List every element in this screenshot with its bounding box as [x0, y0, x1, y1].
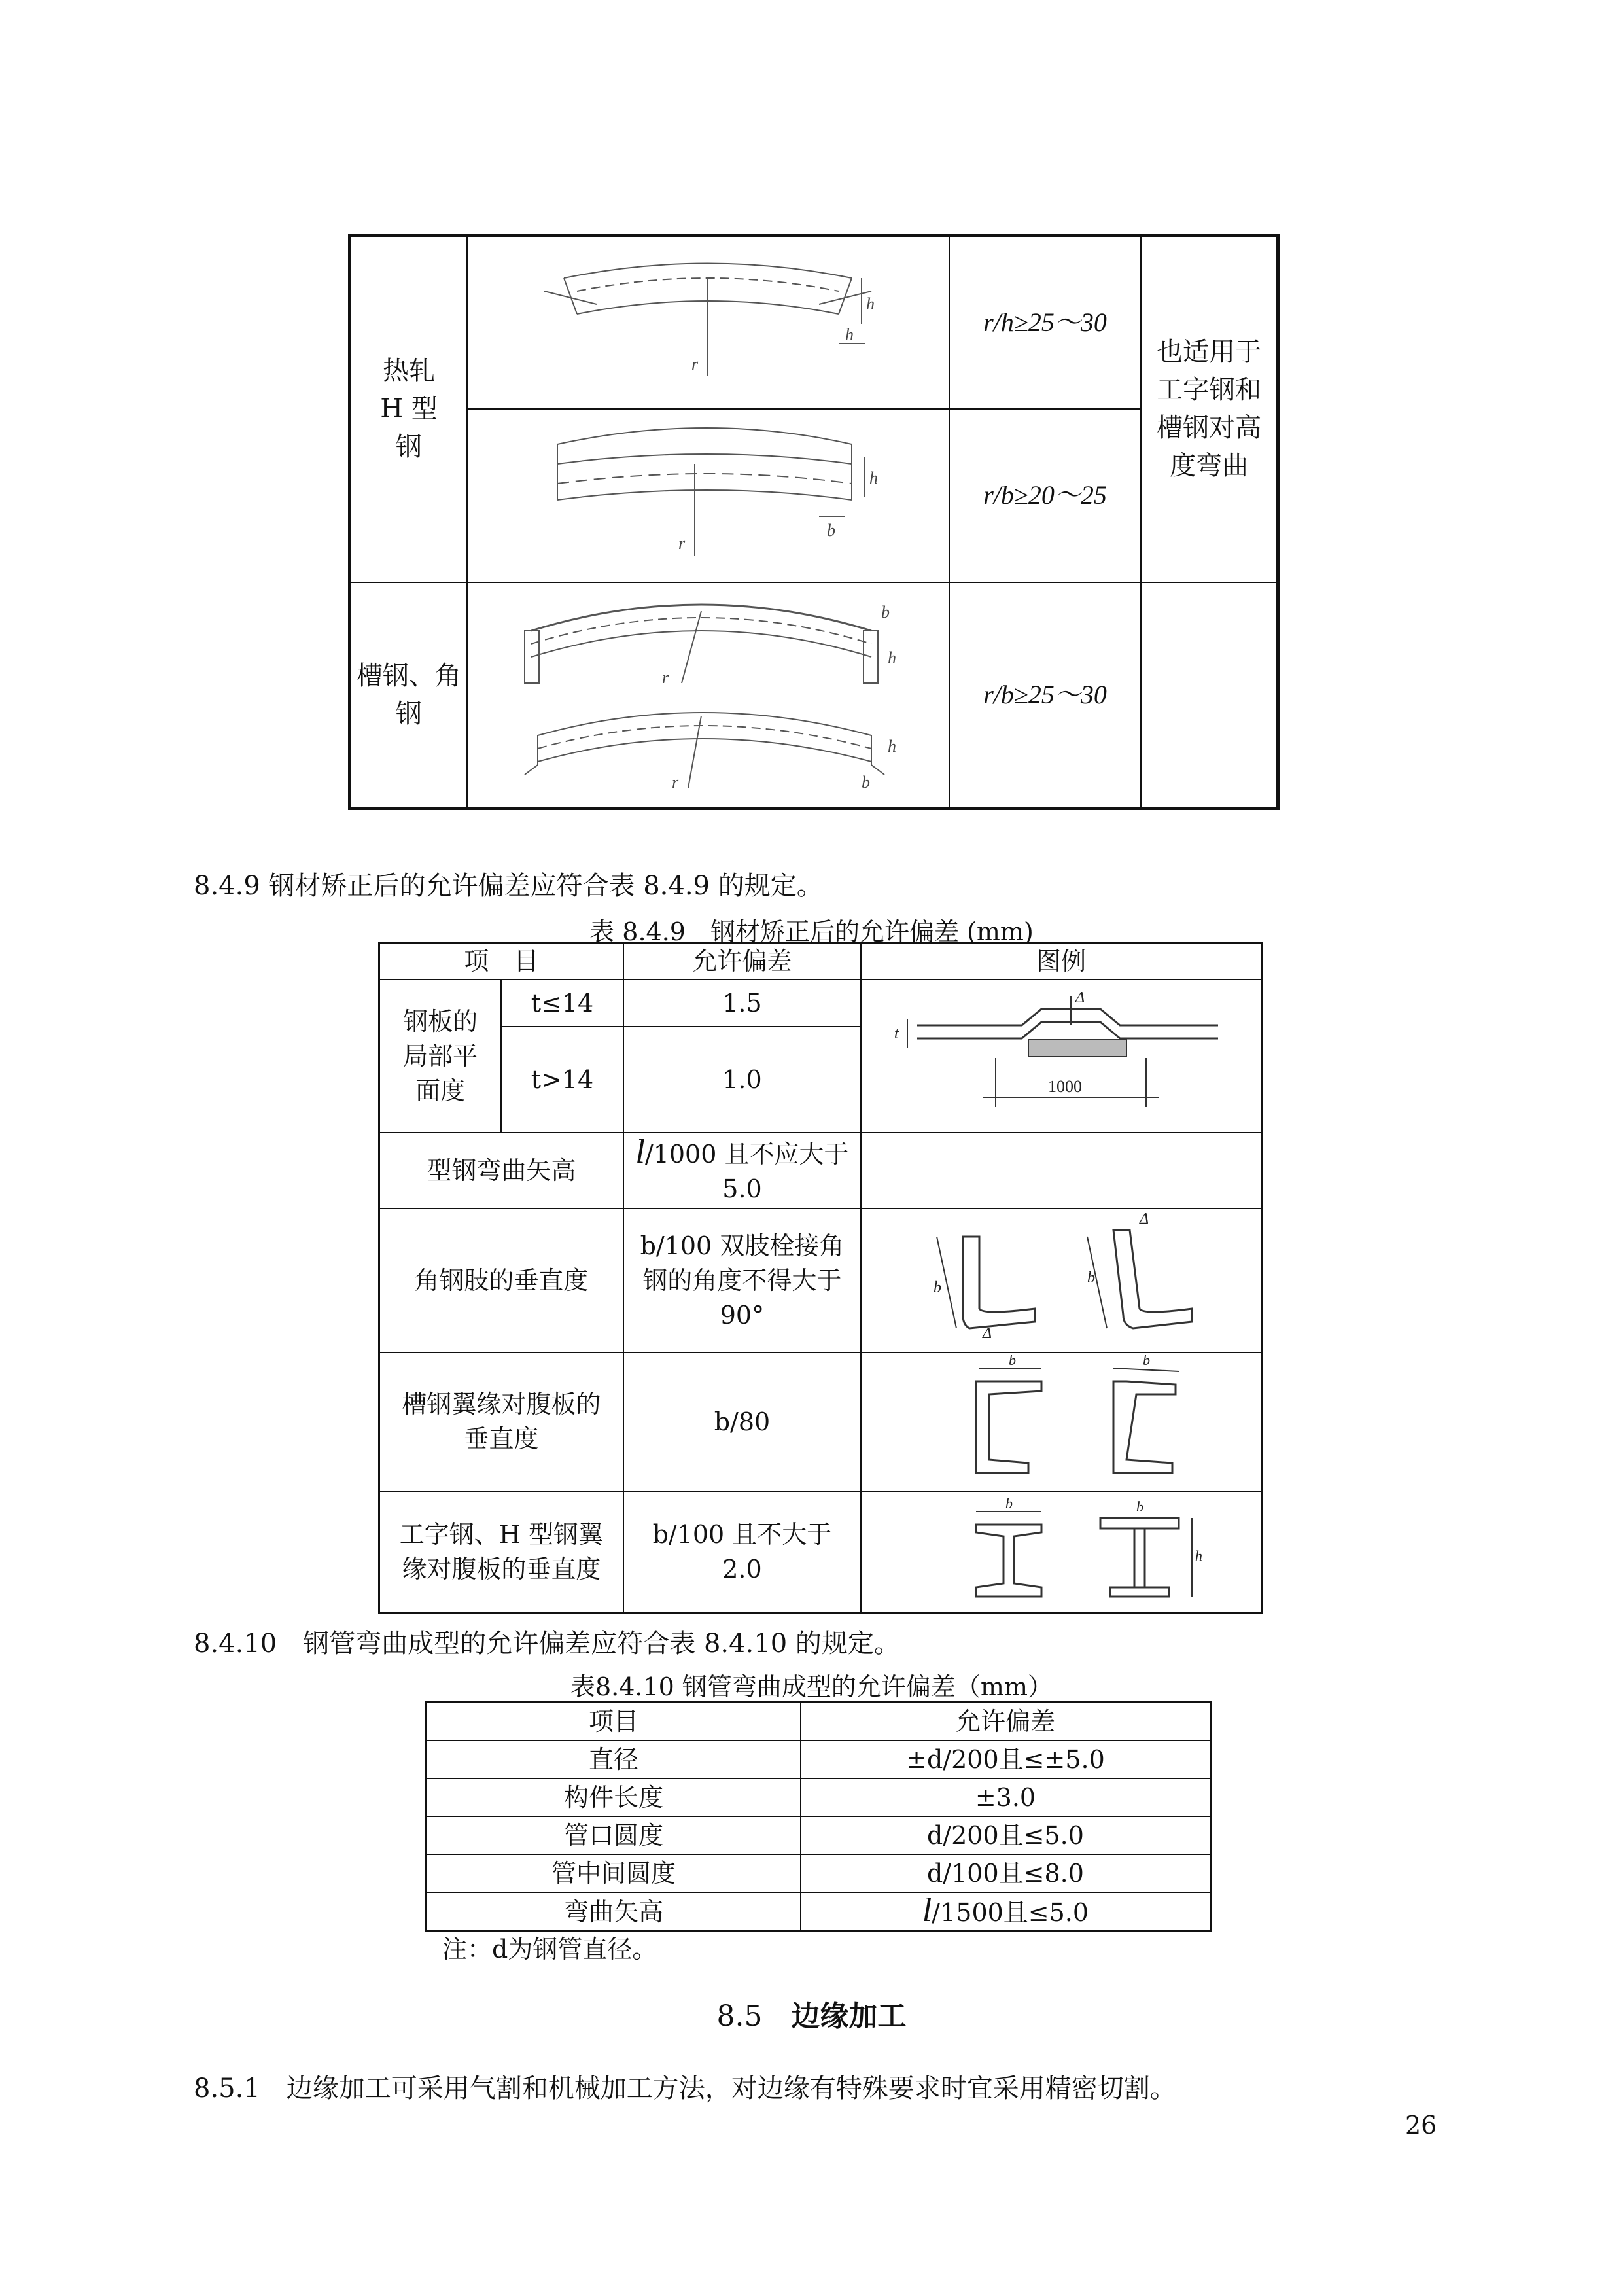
- page-number: 26: [1405, 2111, 1437, 2140]
- member-hot-rolled-h: 热轧 H 型钢: [350, 236, 468, 582]
- flatness-label: 钢板的局部平面度: [379, 980, 502, 1133]
- ratio-rh: r/h≥25～30: [949, 236, 1141, 409]
- row-channel-value: b/80: [623, 1352, 861, 1491]
- header-item: 项目: [427, 1703, 801, 1741]
- clause-8-4-9: 8.4.9 钢材矫正后的允许偏差应符合表 8.4.9 的规定。: [194, 871, 823, 901]
- svg-text:b: b: [1005, 1495, 1013, 1511]
- member-channel-angle: 槽钢、角钢: [350, 582, 468, 809]
- fig-label-1000: 1000: [1048, 1077, 1083, 1096]
- svg-text:h: h: [869, 468, 879, 487]
- figure-h-bend-2: [467, 409, 949, 582]
- row-bending-value: l/1000 且不应大于 5.0: [623, 1133, 861, 1209]
- flatness-value-2: 1.0: [623, 1027, 861, 1133]
- bending-radius-table: [348, 234, 1280, 810]
- section-heading: 8.5 边缘加工: [716, 2000, 907, 2033]
- svg-text:b: b: [881, 602, 890, 622]
- header-figure: 图例: [861, 944, 1261, 980]
- table-row: 管中间圆度 d/100且≤8.0: [427, 1854, 1211, 1892]
- figure-channel-bend: [467, 582, 949, 809]
- caption-8-4-9: 表 8.4.9 钢材矫正后的允许偏差 (mm): [589, 917, 1034, 946]
- header-tolerance: 允许偏差: [623, 944, 861, 980]
- header-item: 项 目: [379, 944, 623, 980]
- svg-text:Δ: Δ: [983, 1325, 992, 1341]
- svg-text:b: b: [1087, 1269, 1096, 1286]
- svg-text:t: t: [894, 1025, 899, 1042]
- svg-text:r: r: [678, 534, 686, 553]
- figure-channel: [861, 1352, 1261, 1491]
- svg-text:h: h: [1195, 1547, 1203, 1564]
- row-i-beam-item: 工字钢、H 型钢翼缘对腹板的垂直度: [379, 1491, 623, 1614]
- row-i-beam-value: b/100 且不大于 2.0: [623, 1491, 861, 1614]
- svg-text:b: b: [827, 521, 836, 540]
- table-row: 构件长度 ±3.0: [427, 1778, 1211, 1816]
- table-row: 弯曲矢高 l/1500且≤5.0: [427, 1892, 1211, 1932]
- header-tolerance: 允许偏差: [801, 1703, 1211, 1741]
- figure-i-beam: [861, 1491, 1261, 1614]
- svg-text:r: r: [691, 354, 699, 374]
- clause-8-4-10: 8.4.10 钢管弯曲成型的允许偏差应符合表 8.4.10 的规定。: [194, 1629, 900, 1659]
- h-beam-bend-web-icon: [525, 252, 891, 383]
- svg-text:h: h: [845, 325, 854, 344]
- svg-text:Δ: Δ: [1140, 1210, 1149, 1227]
- plate-flatness-icon: [891, 986, 1231, 1117]
- table-8-4-10: [425, 1701, 1212, 1932]
- note-empty: [1141, 582, 1278, 809]
- svg-text:r: r: [662, 667, 669, 687]
- flatness-cond-1: t≤14: [501, 980, 623, 1027]
- svg-text:r: r: [672, 772, 679, 792]
- i-beam-perpendicularity-icon: [917, 1492, 1205, 1603]
- svg-text:b: b: [1009, 1355, 1017, 1368]
- svg-text:Δ: Δ: [1075, 989, 1085, 1006]
- row-bending-figure: [861, 1133, 1261, 1209]
- clause-8-5-1: 8.5.1 边缘加工可采用气割和机械加工方法，对边缘有特殊要求时宜采用精密切割。: [194, 2074, 1176, 2104]
- svg-text:b: b: [862, 772, 871, 792]
- figure-h-bend-1: [467, 236, 949, 409]
- flatness-cond-2: t>14: [501, 1027, 623, 1133]
- table-row: 直径 ±d/200且≤±5.0: [427, 1740, 1211, 1778]
- ratio-rb-h: r/b≥20～25: [949, 409, 1141, 582]
- svg-text:h: h: [888, 736, 897, 756]
- row-angle-item: 角钢肢的垂直度: [379, 1209, 623, 1352]
- flatness-value-1: 1.5: [623, 980, 861, 1027]
- svg-text:h: h: [888, 648, 897, 667]
- table-note: 注：d为钢管直径。: [442, 1935, 657, 1964]
- channel-angle-bend-icon: [505, 585, 911, 794]
- svg-text:b: b: [1143, 1355, 1151, 1368]
- row-angle-value: b/100 双肢栓接角钢的角度不得大于 90°: [623, 1209, 861, 1352]
- note-cell: 也适用于工字钢和槽钢对高度弯曲: [1141, 236, 1278, 582]
- figure-angle: [861, 1209, 1261, 1352]
- h-beam-bend-flange-icon: [525, 418, 891, 562]
- angle-perpendicularity-icon: [917, 1210, 1205, 1341]
- figure-plate-flatness: [861, 980, 1261, 1133]
- svg-text:b: b: [934, 1279, 942, 1296]
- row-channel-item: 槽钢翼缘对腹板的垂直度: [379, 1352, 623, 1491]
- caption-8-4-10: 表8.4.10 钢管弯曲成型的允许偏差（mm）: [570, 1672, 1053, 1701]
- row-bending-item: 型钢弯曲矢高: [379, 1133, 623, 1209]
- table-8-4-9: [378, 942, 1263, 1614]
- svg-text:b: b: [1136, 1498, 1144, 1515]
- channel-perpendicularity-icon: [917, 1355, 1205, 1479]
- table-row: 管口圆度 d/200且≤5.0: [427, 1816, 1211, 1854]
- ratio-rb-channel: r/b≥25～30: [949, 582, 1141, 809]
- svg-text:h: h: [866, 294, 875, 313]
